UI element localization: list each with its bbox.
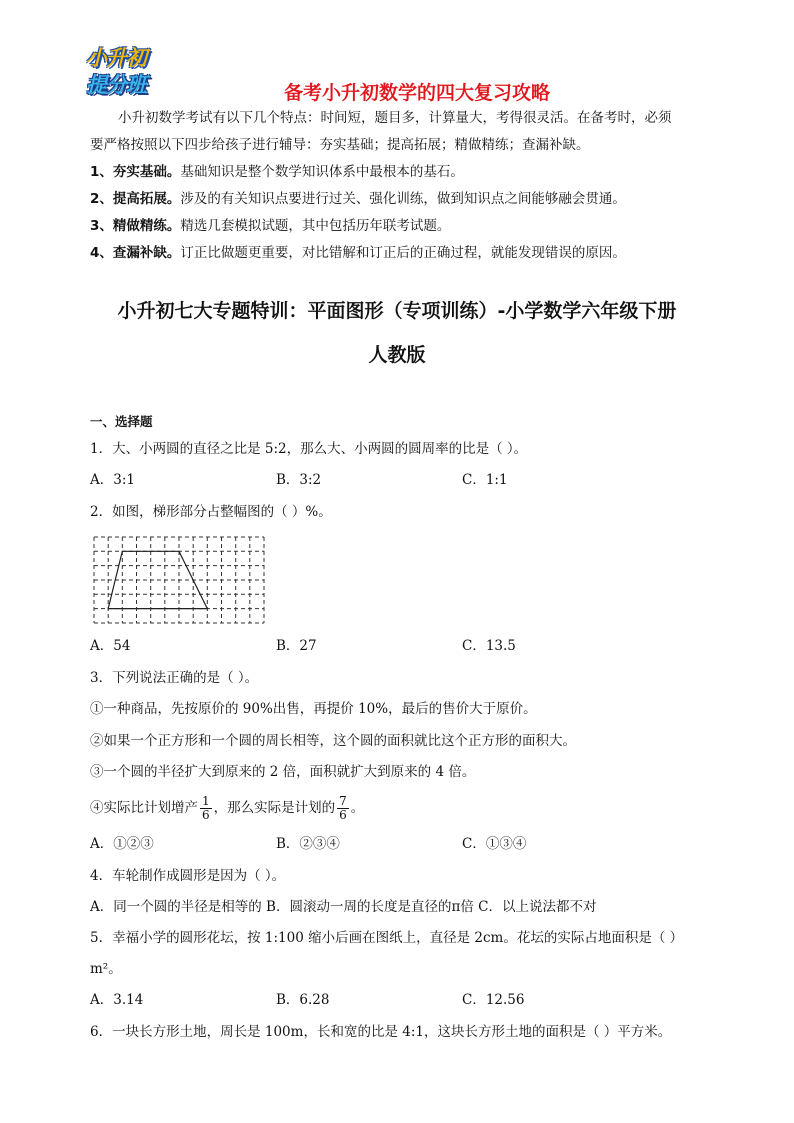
question-6-stem: 6．一块长方形土地，周长是 100m，长和宽的比是 4:1，这块长方形土地的面积是（ ）平方米。 xyxy=(90,1024,672,1040)
question-5-stem: 5．幸福小学的圆形花坛，按 1:100 缩小后画在图纸上，直径是 2cm。花坛的实际占地面积是（ ） xyxy=(90,930,684,946)
question-2-option-c: C．13.5 xyxy=(462,638,516,654)
fraction-denominator: 6 xyxy=(202,808,210,822)
question-2-option-b: B．27 xyxy=(276,638,317,654)
logo-line-2: 提分班 xyxy=(86,73,146,97)
question-3-statement-3: ③一个圆的半径扩大到原来的 2 倍，面积就扩大到原来的 4 倍。 xyxy=(90,764,476,780)
statement-4-suffix: 。 xyxy=(350,800,365,816)
tip-4-text: 订正比做题更重要，对比错解和订正后的正确过程，就能发现错误的原因。 xyxy=(180,245,626,261)
fraction-seven-sixths xyxy=(337,795,349,822)
question-3-option-b: B．②③④ xyxy=(276,836,340,852)
fraction-numerator: 7 xyxy=(339,794,347,808)
question-1-option-a: A．3:1 xyxy=(90,472,135,488)
document-title-line-2: 人教版 xyxy=(368,344,426,366)
intro-line-1: 小升初数学考试有以下几个特点：时间短，题目多，计算量大，考得很灵活。在备考时，必须 xyxy=(118,110,672,126)
tip-1-label: 1、夯实基础。 xyxy=(90,164,181,180)
question-3-stem: 3．下列说法正确的是（ ）。 xyxy=(90,670,259,686)
trapezoid-grid-figure xyxy=(93,536,265,624)
question-5-option-b: B．6.28 xyxy=(276,992,330,1008)
logo-line-1: 小升初 xyxy=(86,46,146,70)
page-title: 备考小升初数学的四大复习攻略 xyxy=(283,82,550,104)
fraction-numerator: 1 xyxy=(202,794,210,808)
question-2-option-a: A．54 xyxy=(90,638,131,654)
tip-2 xyxy=(90,189,626,209)
tip-2-label: 2、提高拓展。 xyxy=(90,191,181,207)
question-5-option-c: C．12.56 xyxy=(462,992,525,1008)
tip-3-label: 3、精做精练。 xyxy=(90,218,181,234)
document-title-line-1: 小升初七大专题特训：平面图形（专项训练）-小学数学六年级下册 xyxy=(117,300,677,322)
question-3-option-a: A．①②③ xyxy=(90,836,154,852)
question-1-stem: 1．大、小两圆的直径之比是 5:2，那么大、小两圆的圆周率的比是（ ）。 xyxy=(90,441,528,457)
tip-3-text: 精选几套模拟试题，其中包括历年联考试题。 xyxy=(180,218,451,234)
question-3-option-c: C．①③④ xyxy=(462,836,527,852)
fraction-denominator: 6 xyxy=(339,808,347,822)
tip-1-text: 基础知识是整个数学知识体系中最根本的基石。 xyxy=(180,164,464,180)
question-1-option-c: C．1:1 xyxy=(462,472,508,488)
question-4-options: A．同一个圆的半径是相等的 B．圆滚动一周的长度是直径的π倍 C．以上说法都不对 xyxy=(90,899,597,915)
question-3-statement-4 xyxy=(90,793,364,823)
section-heading: 一、选择题 xyxy=(90,414,153,429)
tip-2-text: 涉及的有关知识点要进行过关、强化训练，做到知识点之间能够融会贯通。 xyxy=(180,191,626,207)
question-2-stem: 2．如图，梯形部分占整幅图的（ ）%。 xyxy=(90,504,332,520)
question-3-statement-2: ②如果一个正方形和一个圆的周长相等，这个圆的面积就比这个正方形的面积大。 xyxy=(90,733,576,749)
tip-1 xyxy=(90,162,464,182)
question-4-stem: 4．车轮制作成圆形是因为（ ）。 xyxy=(90,868,286,884)
question-3-statement-1: ①一种商品，先按原价的 90%出售，再提价 10%，最后的售价大于原价。 xyxy=(90,701,537,717)
intro-line-2: 要严格按照以下四步给孩子进行辅导：夯实基础；提高拓展；精做精练；查漏补缺。 xyxy=(90,137,590,153)
statement-4-prefix: ④实际比计划增产 xyxy=(90,800,198,816)
question-5-option-a: A．3.14 xyxy=(90,992,144,1008)
question-1-option-b: B．3:2 xyxy=(276,472,322,488)
question-5-unit: m²。 xyxy=(90,961,122,977)
fraction-one-sixth xyxy=(200,795,212,822)
tip-4-label: 4、查漏补缺。 xyxy=(90,245,181,261)
statement-4-middle: ，那么实际是计划的 xyxy=(213,800,336,816)
tip-4 xyxy=(90,243,626,263)
tip-3 xyxy=(90,216,450,236)
